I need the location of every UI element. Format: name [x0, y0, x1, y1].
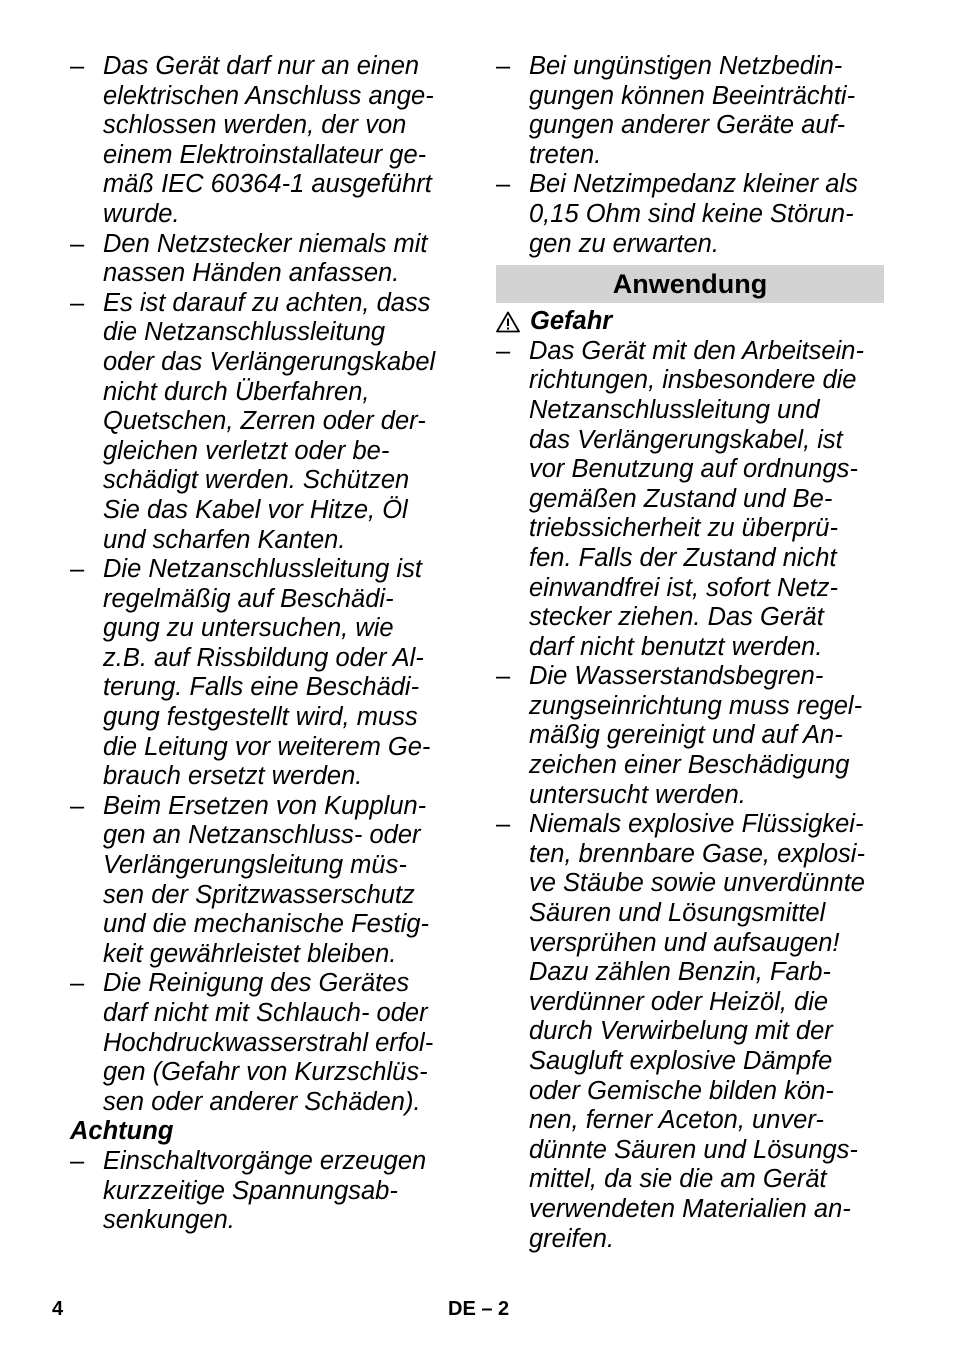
bullet-dash: –	[70, 288, 85, 317]
list-item-line: einwandfrei ist, sofort Netz-	[529, 573, 838, 602]
list-item-line: regelmäßig auf Beschädi-	[103, 584, 394, 613]
list-item	[70, 969, 462, 1117]
right-list-after	[496, 337, 884, 1254]
list-item-line: greifen.	[529, 1224, 615, 1253]
list-item-line: Sie das Kabel vor Hitze, Öl	[103, 495, 408, 524]
list-item-line: kurzzeitige Spannungsab-	[103, 1176, 398, 1205]
list-item	[496, 662, 884, 810]
list-item-line: gung festgestellt wird, muss	[103, 703, 418, 732]
list-item-line: Saugluft explosive Dämpfe	[529, 1047, 833, 1075]
list-item-line: richtungen, insbesondere die	[529, 366, 857, 395]
list-item-line: Das Gerät darf nur an einen	[103, 52, 420, 80]
page-number: 4	[52, 1298, 64, 1320]
page-code: DE – 2	[448, 1298, 510, 1320]
list-item	[70, 792, 462, 970]
bullet-dash: –	[496, 170, 511, 199]
list-item-line: keit gewährleistet bleiben.	[103, 939, 397, 968]
bullet-dash: –	[496, 810, 511, 839]
list-item	[70, 1147, 462, 1236]
list-item-line: triebssicherheit zu überprü-	[529, 514, 838, 543]
list-item	[70, 52, 462, 230]
list-item-line: gen an Netzanschluss- oder	[103, 821, 421, 850]
list-item-line: zungseinrichtung muss regel-	[529, 691, 863, 720]
list-item-line: Es ist darauf zu achten, dass	[103, 288, 431, 317]
list-item-line: schädigt werden. Schützen	[103, 466, 410, 495]
list-item-line: Bei Netzimpedanz kleiner als	[529, 170, 858, 199]
bullet-dash: –	[496, 52, 511, 80]
list-item-line: mittel, da sie die am Gerät	[529, 1165, 827, 1194]
warning-triangle-icon	[496, 311, 520, 333]
list-item-line: senkungen.	[103, 1206, 235, 1235]
list-item-line: Die Wasserstandsbegren-	[529, 662, 824, 691]
list-item	[70, 230, 462, 289]
list-item-line: gungen können Beeinträchti-	[529, 81, 856, 110]
left-column	[70, 52, 462, 1236]
list-item-line: gen zu erwarten.	[529, 229, 719, 258]
list-item-line: das Verlängerungskabel, ist	[529, 425, 843, 454]
list-item-line: Verlängerungsleitung müs-	[103, 851, 407, 880]
list-item-line: gungen anderer Geräte auf-	[529, 111, 846, 140]
list-item-line: wurde.	[103, 199, 180, 228]
list-item-line: mäßig gereinigt und auf An-	[529, 721, 843, 750]
list-item-line: zeichen einer Beschädigung	[529, 751, 850, 780]
list-item-line: gen (Gefahr von Kurzschlüs-	[103, 1058, 428, 1087]
list-item	[496, 52, 884, 170]
list-item-line: nicht durch Überfahren,	[103, 377, 370, 406]
list-item-line: Das Gerät mit den Arbeitsein-	[529, 336, 864, 365]
list-item-line: z.B. auf Rissbildung oder Al-	[103, 643, 424, 672]
list-item-line: Die Reinigung des Gerätes	[103, 969, 410, 998]
list-item-line: Quetschen, Zerren oder der-	[103, 407, 426, 436]
list-item-line: die Netzanschlussleitung	[103, 318, 386, 347]
left-list-after	[70, 1147, 462, 1236]
list-item-line: verdünner oder Heizöl, die	[529, 987, 829, 1016]
list-item-line: nen, ferner Aceton, unver-	[529, 1106, 824, 1135]
list-item-line: versprühen und aufsaugen!	[529, 928, 840, 957]
list-item	[70, 289, 462, 555]
section-heading-anwendung: Anwendung	[496, 265, 884, 303]
bullet-dash: –	[70, 969, 85, 998]
left-list-before	[70, 52, 462, 1117]
list-item-line: und scharfen Kanten.	[103, 525, 346, 554]
list-item-line: Niemals explosive Flüssigkei-	[529, 810, 864, 839]
list-item-line: Hochdruckwasserstrahl erfol-	[103, 1028, 434, 1057]
list-item-line: nassen Händen anfassen.	[103, 259, 400, 288]
list-item-line: Dazu zählen Benzin, Farb-	[529, 958, 831, 987]
list-item-line: vor Benutzung auf ordnungs-	[529, 455, 858, 484]
list-item-line: gleichen verletzt oder be-	[103, 436, 390, 465]
list-item-line: Beim Ersetzen von Kupplun-	[103, 791, 427, 820]
list-item-line: durch Verwirbelung mit der	[529, 1017, 833, 1046]
list-item-line: Den Netzstecker niemals mit	[103, 229, 428, 258]
list-item-line: Einschaltvorgänge erzeugen	[103, 1146, 427, 1175]
list-item-line: einem Elektroinstallateur ge-	[103, 140, 427, 169]
list-item-line: mäß IEC 60364-1 ausgeführt	[103, 170, 432, 199]
list-item-line: Netzanschlussleitung und	[529, 395, 820, 424]
list-item-line: verwendeten Materialien an-	[529, 1194, 851, 1223]
bullet-dash: –	[70, 1146, 85, 1175]
list-item-line: sen oder anderer Schäden).	[103, 1087, 421, 1116]
list-item-line: ve Stäube sowie unverdünnte	[529, 869, 865, 898]
list-item	[496, 170, 884, 259]
list-item-line: gemäßen Zustand und Be-	[529, 484, 833, 513]
list-item-line: brauch ersetzt werden.	[103, 762, 363, 791]
list-item-line: treten.	[529, 140, 602, 169]
list-item-line: dünnte Säuren und Lösungs-	[529, 1135, 858, 1164]
list-item-line: darf nicht benutzt werden.	[529, 632, 823, 661]
list-item-line: elektrischen Anschluss ange-	[103, 81, 434, 110]
list-item-line: Die Netzanschlussleitung ist	[103, 555, 422, 584]
bullet-dash: –	[70, 229, 85, 258]
list-item-line: fen. Falls der Zustand nicht	[529, 543, 837, 572]
bullet-dash: –	[496, 336, 511, 365]
list-item-line: und die mechanische Festig-	[103, 910, 430, 939]
list-item-line: die Leitung vor weiterem Ge-	[103, 732, 431, 761]
list-item-line: untersucht werden.	[529, 780, 746, 809]
list-item-line: 0,15 Ohm sind keine Störun-	[529, 199, 854, 228]
gefahr-heading	[496, 307, 884, 337]
list-item	[496, 810, 884, 1254]
list-item-line: oder Gemische bilden kön-	[529, 1076, 834, 1105]
bullet-dash: –	[70, 555, 85, 584]
list-item-line: stecker ziehen. Das Gerät	[529, 603, 824, 632]
gefahr-label: Gefahr	[530, 307, 613, 336]
list-item-line: oder das Verlängerungskabel	[103, 347, 436, 376]
list-item-line: ten, brennbare Gase, explosi-	[529, 839, 865, 868]
list-item-line: Säuren und Lösungsmittel	[529, 899, 826, 928]
list-item	[496, 337, 884, 663]
right-column	[496, 52, 884, 1254]
list-item-line: terung. Falls eine Beschädi-	[103, 673, 420, 702]
list-item-line: gung zu untersuchen, wie	[103, 614, 394, 643]
list-item-line: darf nicht mit Schlauch- oder	[103, 999, 428, 1027]
right-list-before	[496, 52, 884, 259]
bullet-dash: –	[70, 791, 85, 820]
bullet-dash: –	[496, 662, 511, 691]
bullet-dash: –	[70, 52, 85, 80]
list-item	[70, 555, 462, 792]
list-item-line: Bei ungünstigen Netzbedin-	[529, 52, 843, 80]
achtung-heading: Achtung	[70, 1117, 174, 1146]
list-item-line: schlossen werden, der von	[103, 111, 407, 140]
list-item-line: sen der Spritzwasserschutz	[103, 880, 415, 909]
